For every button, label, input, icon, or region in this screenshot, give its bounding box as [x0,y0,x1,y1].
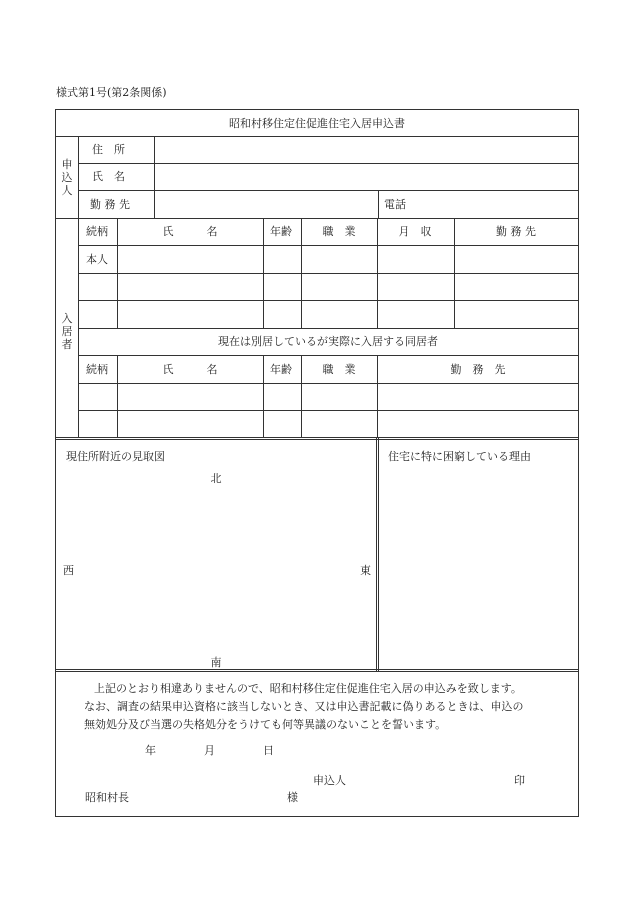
workplace-header: 勤 務 先 [496,225,536,238]
declaration-line-3: 無効処分及び当選の失格処分をうけても何等異議のないことを誓います。 [84,718,447,731]
declaration-line-2: なお、調査の結果申込資格に該当しないとき、又は申込書記載に偽りあるときは、申込の [84,700,524,713]
month-label: 月 [204,744,215,757]
workplace-field[interactable] [156,192,376,217]
form-title: 昭和村移住定住促進住宅入居申込書 [229,117,405,130]
declaration-line-1: 上記のとおり相違ありませんので、昭和村移住定住促進住宅入居の申込みを致します。 [94,682,522,695]
year-label: 年 [145,744,156,757]
sep-relation-header: 続柄 [86,363,108,376]
occupation-header: 職 業 [322,225,356,238]
mayor-label: 昭和村長 [85,791,129,804]
reason-title: 住宅に特に困窮している理由 [388,450,531,463]
name-field[interactable] [156,165,577,189]
age-header: 年齢 [270,225,292,238]
name-header: 氏 名 [162,225,218,238]
map-south: 南 [210,656,222,669]
applicant-signature-label: 申込人 [313,774,346,787]
self-label: 本人 [86,253,108,266]
map-north: 北 [210,472,222,485]
relation-header: 続柄 [86,225,108,238]
sep-age-header: 年齢 [270,363,292,376]
sep-workplace-header: 勤 務 先 [450,363,506,376]
day-label: 日 [263,744,274,757]
sep-occupation-header: 職 業 [322,363,356,376]
honorific-label: 様 [287,791,298,804]
seal-label: 印 [514,774,525,787]
phone-label: 電話 [384,198,406,211]
address-field[interactable] [156,138,577,162]
form-number-label: 様式第1号(第2条関係) [56,86,167,99]
income-header: 月 収 [398,225,432,238]
sep-name-header: 氏 名 [162,363,218,376]
map-title: 現住所附近の見取図 [66,450,165,463]
address-label: 住 所 [92,143,125,156]
map-west: 西 [63,564,74,577]
residents-side-label: 入 居 者 [61,312,73,352]
workplace-label: 勤 務 先 [90,198,130,211]
separate-residents-caption: 現在は別居しているが実際に入居する同居者 [218,335,438,348]
map-east: 東 [360,564,371,577]
phone-field[interactable] [410,192,576,217]
applicant-side-label: 申 込 人 [61,158,73,198]
name-label: 氏 名 [92,170,125,183]
